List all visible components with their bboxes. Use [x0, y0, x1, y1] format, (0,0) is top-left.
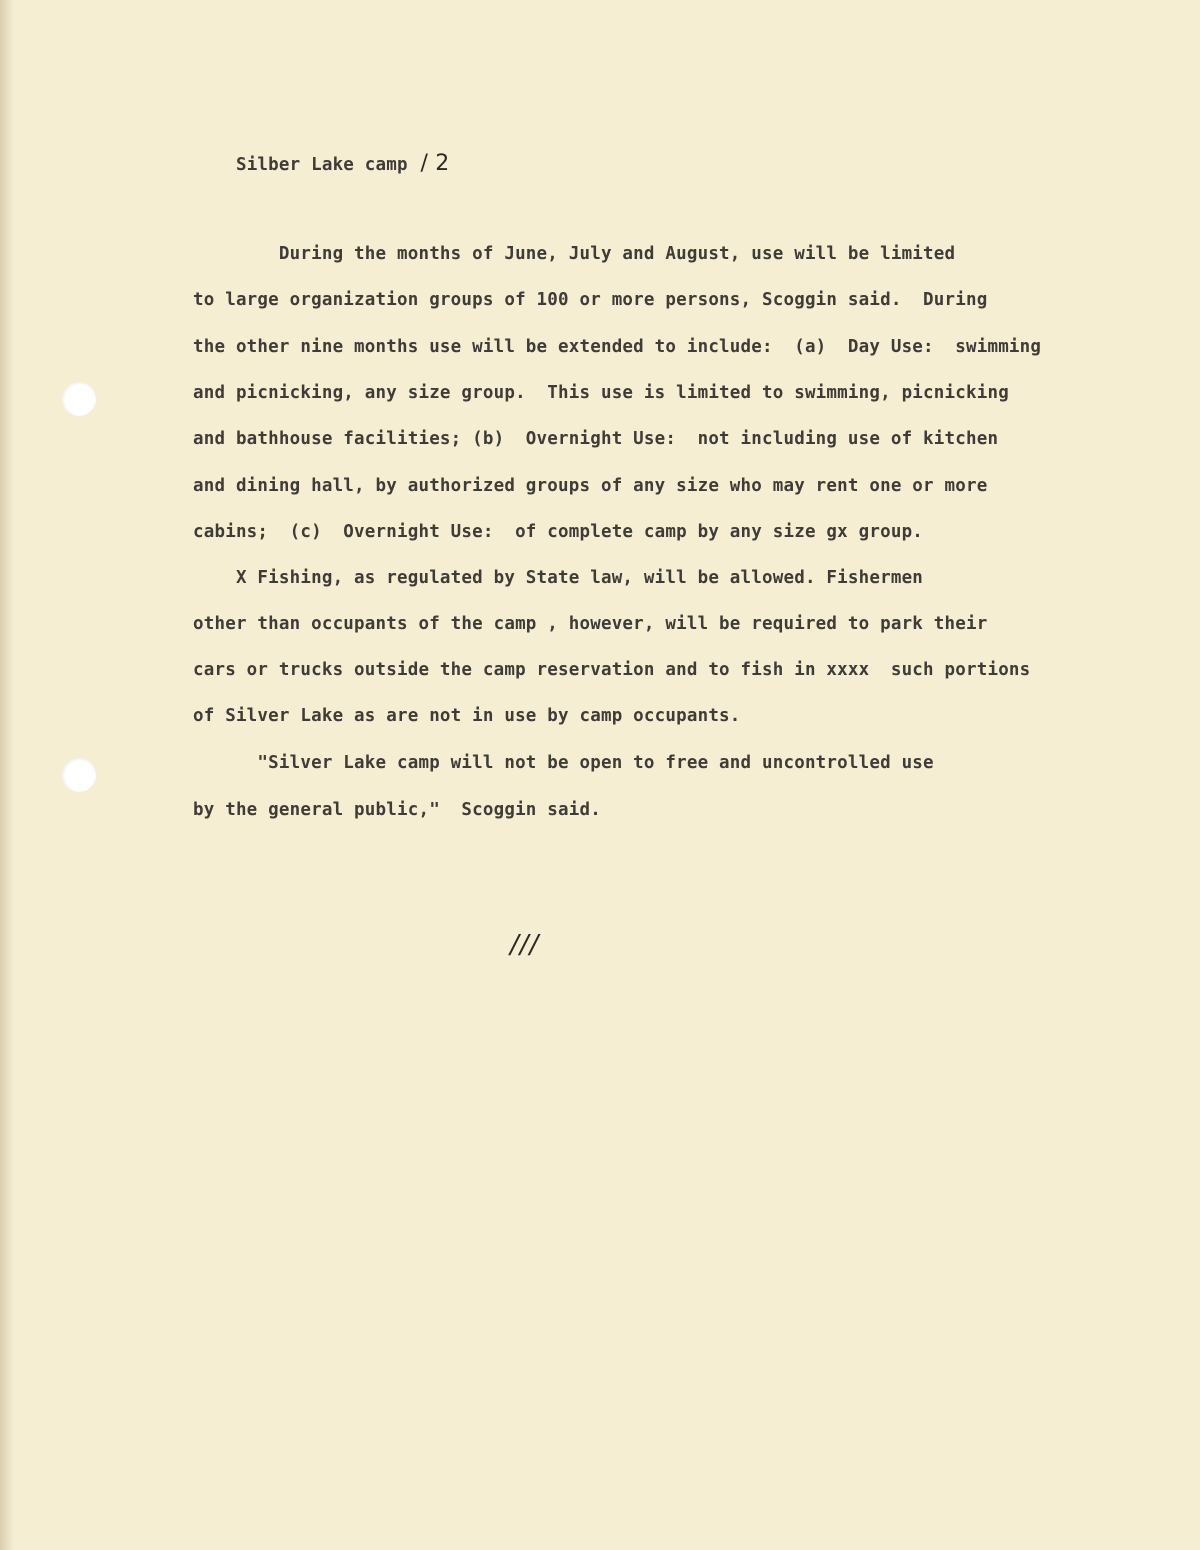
body-line: by the general public," Scoggin said.: [193, 800, 601, 820]
page-number: / 2: [420, 151, 450, 176]
body-line: to large organization groups of 100 or more persons, Scoggin said. During: [193, 290, 988, 310]
body-line: and picnicking, any size group. This use is limited to swimming, picnicking: [193, 383, 1009, 403]
punch-hole: [62, 758, 96, 792]
body-line: the other nine months use will be extended to include: (a) Day Use: swimming: [193, 337, 1042, 357]
body-line: "Silver Lake camp will not be open to free and uncontrolled use: [193, 753, 934, 773]
body-line: cars or trucks outside the camp reservation and to fish in xxxx such portions: [193, 660, 1031, 680]
body-line: of Silver Lake as are not in use by camp occupants.: [193, 706, 741, 726]
header-slug: Silber Lake camp: [235, 155, 419, 175]
body-line: X Fishing, as regulated by State law, will be allowed. Fishermen: [193, 568, 924, 588]
end-mark: ///: [510, 930, 540, 960]
body-line: other than occupants of the camp , however, will be required to park their: [193, 614, 988, 634]
body-line: and bathhouse facilities; (b) Overnight Use: not including use of kitchen: [193, 429, 999, 449]
body-line: cabins; (c) Overnight Use: of complete camp by any size gx group.: [193, 522, 924, 542]
page-header: [193, 131, 449, 196]
body-line: and dining hall, by authorized groups of any size who may rent one or more: [193, 476, 988, 496]
punch-hole: [62, 382, 96, 416]
body-line: During the months of June, July and August, use will be limited: [193, 244, 956, 264]
